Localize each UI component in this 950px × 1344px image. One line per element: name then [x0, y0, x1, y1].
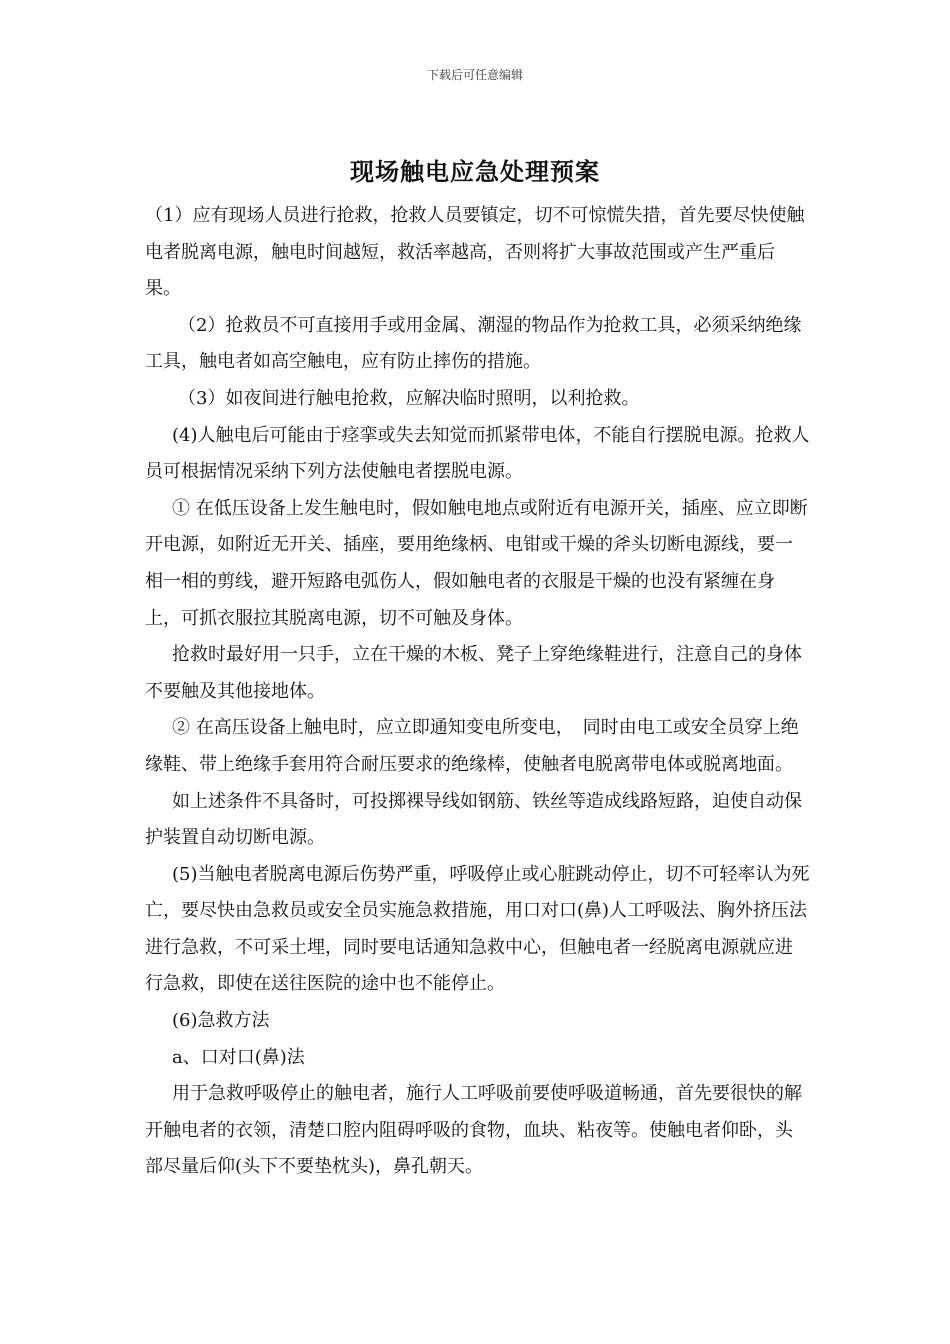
paragraph-2: （2）抢救员不可直接用手或用金属、潮湿的物品作为抢救工具，必须采纳绝缘工具，触电者如高空触电，应有防止摔伤的措施。	[145, 314, 802, 373]
document-title: 现场触电应急处理预案	[350, 157, 600, 186]
paragraph-1: （1）应有现场人员进行抢救，抢救人员要镇定，切不可惊慌失措，首先要尽快使触电者脱离电源，触电时间越短，救活率越高，否则将扩大事故范围或产生严重后果。	[145, 205, 805, 300]
paragraph-12: 用于急救呼吸停止的触电者，施行人工呼吸前要使呼吸道畅通，首先要很快的解开触电者的衣领，清楚口腔内阻碍呼吸的食物，血块、粘夜等。使触电者仰卧，头部尽量后仰(头下不要垫枕头)，鼻孔朝天。	[145, 1083, 802, 1178]
paragraph-10: (6)急救方法	[172, 1010, 270, 1032]
paragraph-6: 抢救时最好用一只手，立在干燥的木板、凳子上穿绝缘鞋进行，注意自己的身体不要触及其他接地体。	[145, 644, 802, 702]
paragraph-7: ② 在高压设备上触电时，应立即通知变电所变电， 同时由电工或安全员穿上绝缘鞋、带上绝缘手套用符合耐压要求的绝缘棒，使触者电脱离带电体或脱离地面。	[145, 717, 799, 775]
paragraph-3: （3）如夜间进行触电抢救，应解决临时照明，以利抢救。	[178, 387, 640, 409]
paragraph-9: (5)当触电者脱离电源后伤势严重，呼吸停止或心脏跳动停止，切不可轻率认为死亡，要尽快由急救员或安全员实施急救措施，用口对口(鼻)人工呼吸法、胸外挤压法进行急救，不可采土埋，同时要电话通知急救中心，但触电者一经脱离电源就应进行急救，即使在送往医院的途中也不能停止。	[145, 863, 810, 995]
header-note: 下载后可任意编辑	[426, 68, 523, 82]
paragraph-8: 如上述条件不具备时，可投掷裸导线如钢筋、铁丝等造成线路短路，迫使自动保护装置自动切断电源。	[145, 790, 802, 849]
paragraph-4: (4)人触电后可能由于痉挛或失去知觉而抓紧带电体，不能自行摆脱电源。抢救人员可根据情况采纳下列方法使触电者摆脱电源。	[145, 424, 810, 483]
paragraph-11: a、口对口(鼻)法	[172, 1046, 305, 1068]
paragraph-5: ① 在低压设备上发生触电时，假如触电地点或附近有电源开关，插座、应立即断开电源，如附近无开关、插座，要用绝缘柄、电钳或干燥的斧头切断电源线，要一相一相的剪线，避开短路电弧伤人，假如触电者的衣服是干燥的也没有紧缠在身上，可抓衣服拉其脱离电源，切不可触及身体。	[145, 497, 808, 629]
document-body	[145, 198, 810, 1186]
